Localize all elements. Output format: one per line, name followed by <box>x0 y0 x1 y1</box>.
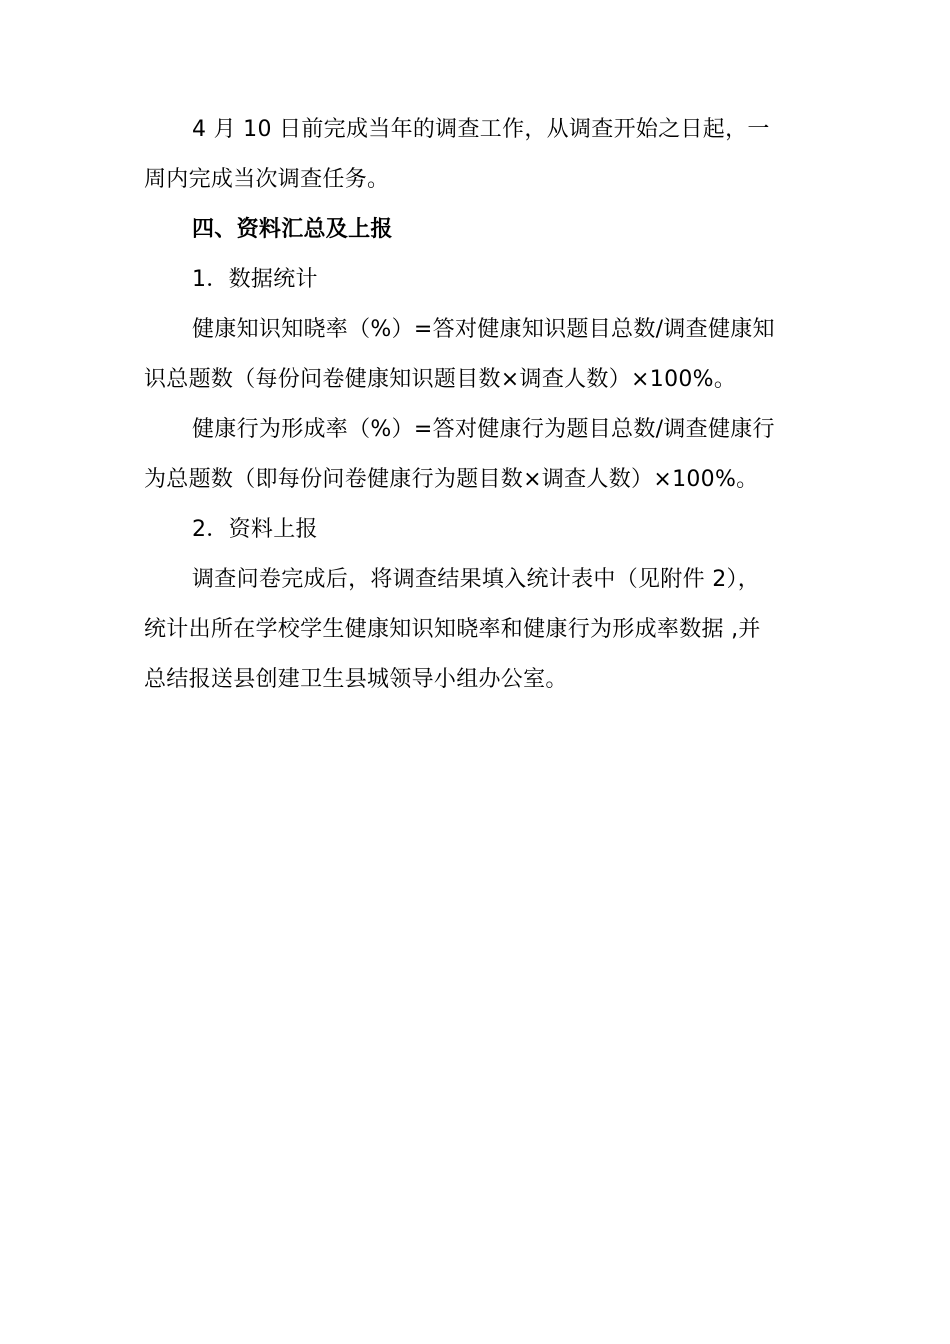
subsection-heading: 1．数据统计 <box>192 267 318 292</box>
paragraph-line: 总结报送县创建卫生县城领导小组办公室。 <box>144 667 568 692</box>
paragraph-line: 为总题数（即每份问卷健康行为题目数×调查人数）×100%。 <box>144 467 759 492</box>
paragraph-line: 4 月 10 日前完成当年的调查工作，从调查开始之日起，一 <box>192 117 770 142</box>
paragraph-line: 健康行为形成率（%）=答对健康行为题目总数/调查健康行 <box>192 417 775 442</box>
paragraph-line: 健康知识知晓率（%）=答对健康知识题目总数/调查健康知 <box>192 317 775 342</box>
paragraph-line: 识总题数（每份问卷健康知识题目数×调查人数）×100%。 <box>144 367 737 392</box>
subsection-heading: 2．资料上报 <box>192 517 318 542</box>
paragraph-line: 周内完成当次调查任务。 <box>144 167 390 192</box>
paragraph-line: 统计出所在学校学生健康知识知晓率和健康行为形成率数据 ,并 <box>144 617 761 642</box>
paragraph-line: 调查问卷完成后，将调查结果填入统计表中（见附件 2）， <box>192 567 761 592</box>
section-heading: 四、资料汇总及上报 <box>192 217 393 242</box>
